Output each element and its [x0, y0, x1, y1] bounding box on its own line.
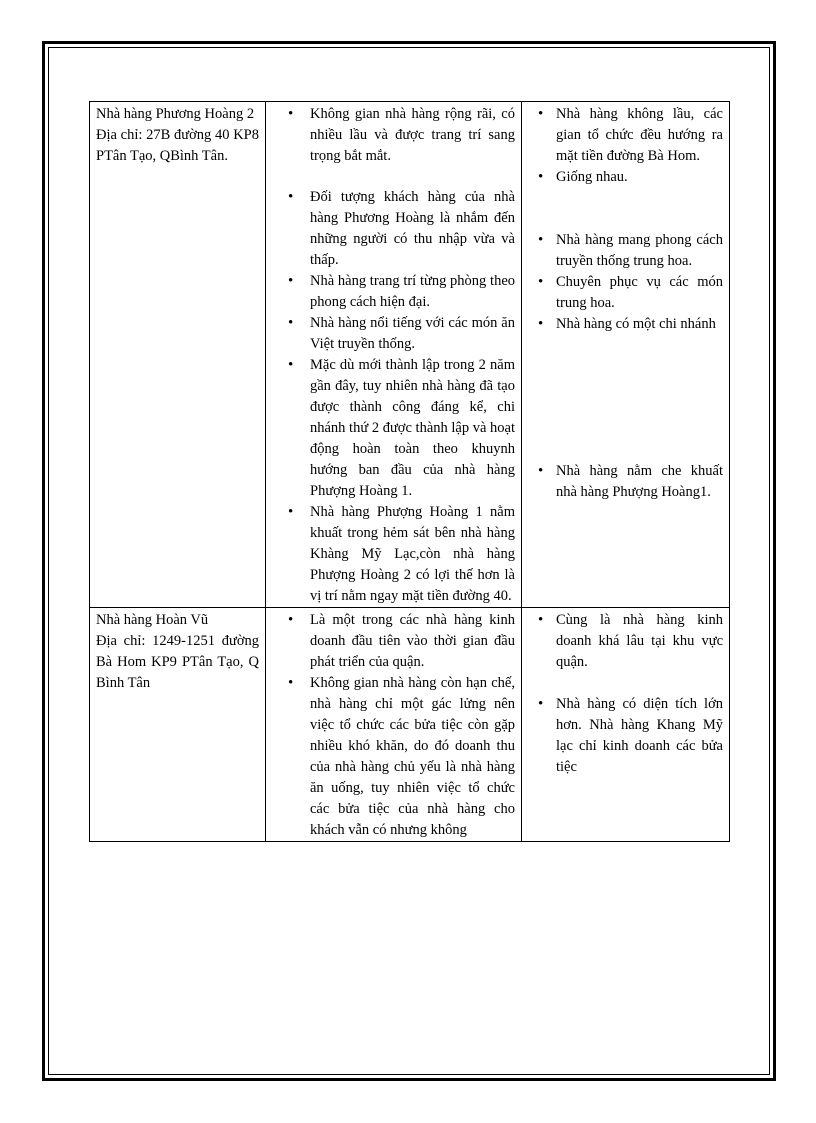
restaurant-name: Nhà hàng Phương Hoàng 2	[96, 106, 255, 122]
list-item: • Nhà hàng nằm che khuất nhà hàng Phượng Hoàng1.	[528, 461, 723, 503]
features-cell	[266, 608, 522, 842]
list-item: • Nhà hàng không lầu, các gian tổ chức đều hướng ra mặt tiền đường Bà Hom.	[528, 104, 723, 167]
list-item: • Chuyên phục vụ các món trung hoa.	[528, 272, 723, 314]
table-row	[90, 608, 730, 842]
restaurant-address: Địa chỉ: 27B đường 40 KP8 PTân Tạo, QBình Tân.	[96, 127, 259, 164]
restaurant-address: Địa chỉ: 1249-1251 đường Bà Hom KP9 PTân Tạo, Q Bình Tân	[96, 633, 259, 691]
list-item: • Nhà hàng trang trí từng phòng theo phong cách hiện đại.	[272, 271, 515, 313]
comparison-cell	[522, 102, 730, 608]
list-item: • Đối tượng khách hàng của nhà hàng Phương Hoàng là nhắm đến những người có thu nhập vừa và thấp.	[272, 187, 515, 271]
restaurant-cell	[90, 608, 266, 842]
table-row	[90, 102, 730, 608]
list-item: • Nhà hàng mang phong cách truyền thống trung hoa.	[528, 230, 723, 272]
list-item: • Nhà hàng Phượng Hoàng 1 nằm khuất trong hẻm sát bên nhà hàng Khàng Mỹ Lạc,còn nhà hàng Phượng Hoàng 2 có lợi thế hơn là vị trí nằm ngay mặt tiền đường 40.	[272, 502, 515, 607]
list-item: • Giống nhau.	[528, 167, 723, 188]
restaurant-cell	[90, 102, 266, 608]
restaurant-name: Nhà hàng Hoàn Vũ	[96, 612, 209, 628]
list-item: • Không gian nhà hàng rộng rãi, có nhiều lầu và được trang trí sang trọng bắt mắt.	[272, 104, 515, 167]
features-cell	[266, 102, 522, 608]
comparison-cell	[522, 608, 730, 842]
list-item: • Cùng là nhà hàng kinh doanh khá lâu tại khu vực quận.	[528, 610, 723, 673]
comparison-table	[89, 101, 730, 842]
list-item: • Nhà hàng nổi tiếng với các món ăn Việt truyền thống.	[272, 313, 515, 355]
list-item: • Nhà hàng có một chi nhánh	[528, 314, 723, 335]
list-item: • Mặc dù mới thành lập trong 2 năm gần đây, tuy nhiên nhà hàng đã tạo được thành công đáng kể, chi nhánh thứ 2 được thành lập và hoạt động hoàn toàn theo khuynh hướng ban đầu của nhà hàng Phượng Hoàng 1.	[272, 355, 515, 502]
list-item: • Là một trong các nhà hàng kinh doanh đầu tiên vào thời gian đầu phát triển của quận.	[272, 610, 515, 673]
list-item: • Không gian nhà hàng còn hạn chế, nhà hàng chỉ một gác lửng nên việc tổ chức các bửa tiệc còn gặp nhiều khó khăn, do đó doanh thu của nhà hàng chủ yếu là nhà hàng ăn uống, tuy nhiên việc tổ chức các bửa tiệc của nhà hàng cho khách vẫn có nhưng không	[272, 673, 515, 841]
list-item: • Nhà hàng có diện tích lớn hơn. Nhà hàng Khang Mỹ lạc chỉ kinh doanh các bửa tiệc	[528, 694, 723, 778]
